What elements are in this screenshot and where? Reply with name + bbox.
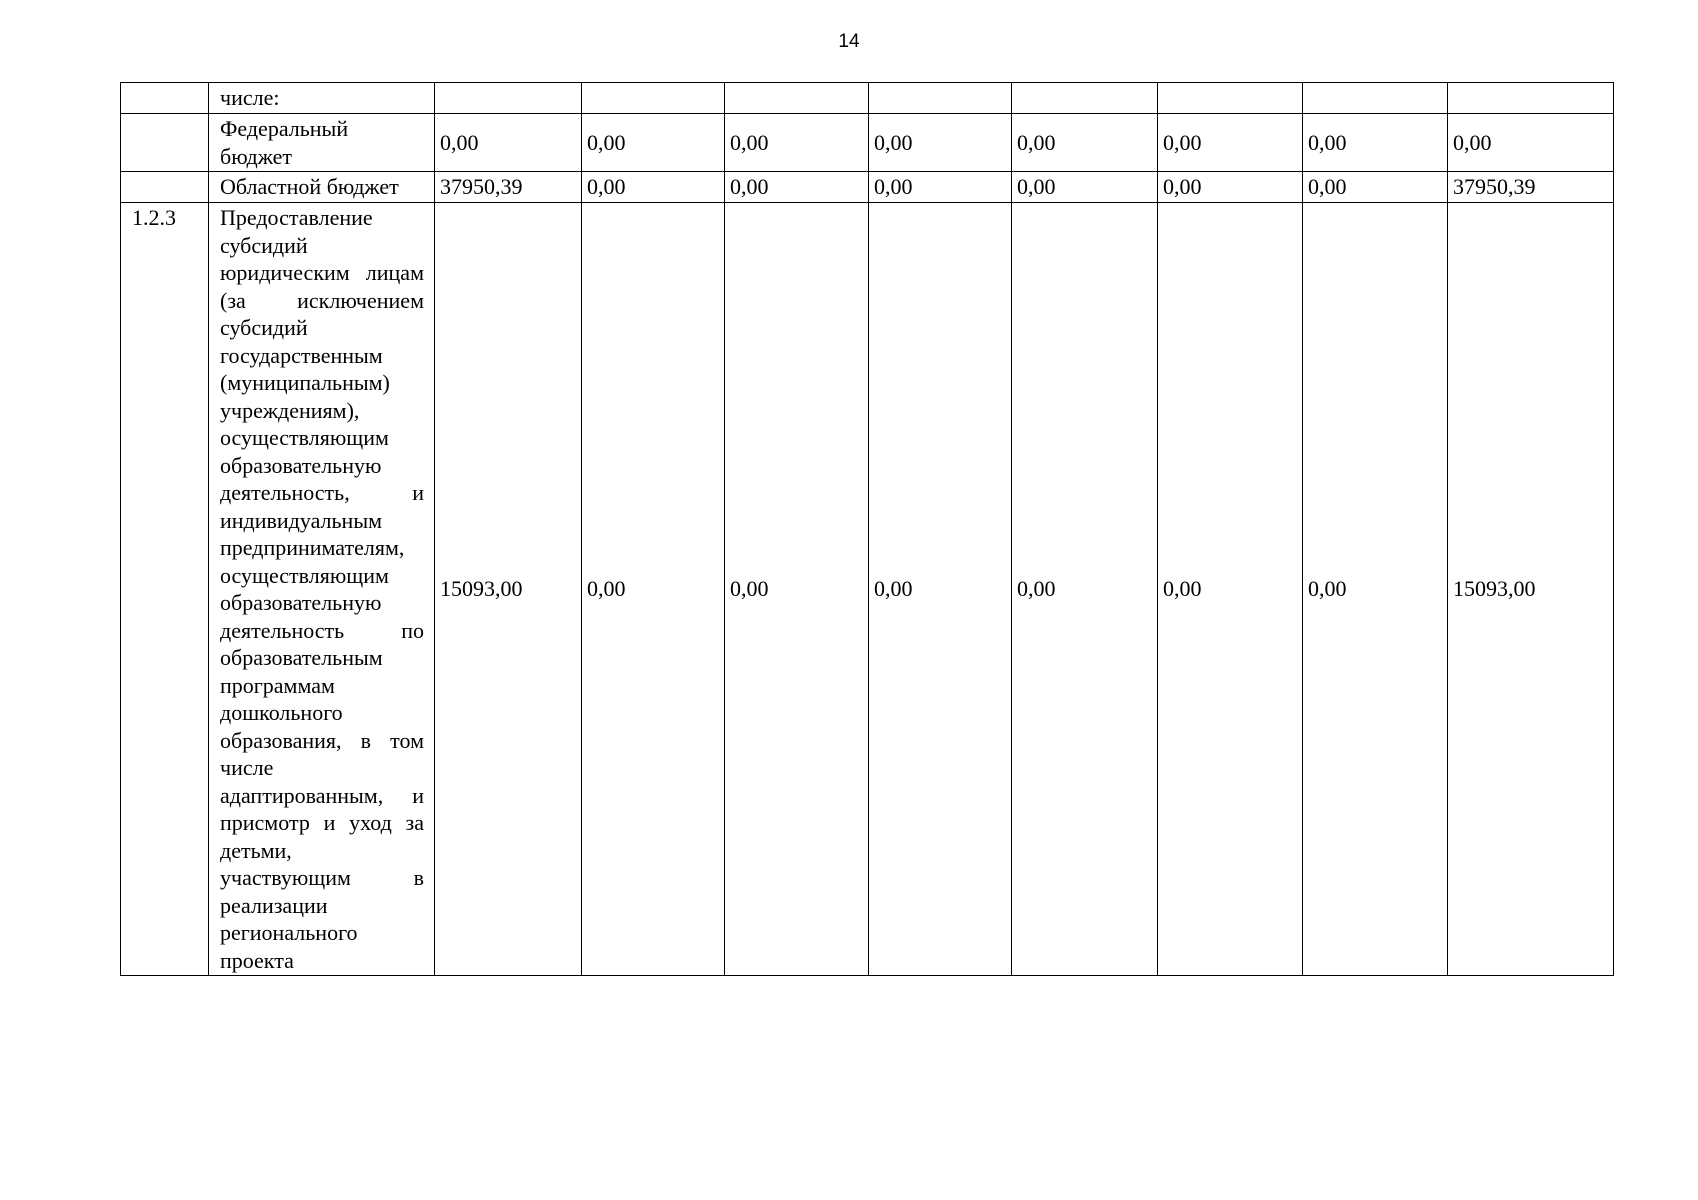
value-cell [725, 83, 869, 114]
row-index [121, 83, 209, 114]
value-cell [1012, 83, 1158, 114]
table-row [121, 83, 1614, 114]
value-cell: 0,00 [1012, 114, 1158, 172]
value-cell: 0,00 [435, 114, 582, 172]
value-cell: 37950,39 [1448, 172, 1614, 203]
row-index [121, 114, 209, 172]
value-cell: 15093,00 [435, 203, 582, 976]
row-index [121, 172, 209, 203]
value-cell: 0,00 [725, 114, 869, 172]
value-cell: 0,00 [869, 203, 1012, 976]
value-cell: 0,00 [582, 172, 725, 203]
table-row [121, 172, 1614, 203]
value-cell: 0,00 [725, 203, 869, 976]
value-cell: 0,00 [1012, 203, 1158, 976]
value-cell: 0,00 [1158, 172, 1303, 203]
table-row [121, 114, 1614, 172]
value-cell: 0,00 [869, 172, 1012, 203]
row-name: числе: [209, 83, 435, 114]
value-cell: 0,00 [725, 172, 869, 203]
row-name: Федеральный бюджет [209, 114, 435, 172]
value-cell [1158, 83, 1303, 114]
value-cell: 37950,39 [435, 172, 582, 203]
row-name: Предоставление субсидий юридическим лицам (за исключением субсидий государственным (муниципальным) учреждениям), осуществляющим образовательную деятельность, и индивидуальным предпринимателям, осуществляющим образовательную деятельность по образовательным программам дошкольного образования, в том числе адаптированным, и присмотр и уход за детьми, участвующим в реализации регионального проекта [209, 203, 435, 976]
value-cell: 0,00 [1158, 114, 1303, 172]
value-cell [869, 83, 1012, 114]
value-cell: 0,00 [582, 114, 725, 172]
value-cell: 0,00 [1303, 172, 1448, 203]
budget-table [120, 82, 1614, 976]
value-cell [582, 83, 725, 114]
value-cell: 0,00 [1303, 203, 1448, 976]
value-cell: 0,00 [1303, 114, 1448, 172]
value-cell [435, 83, 582, 114]
value-cell: 0,00 [582, 203, 725, 976]
value-cell [1448, 83, 1614, 114]
row-name: Областной бюджет [209, 172, 435, 203]
value-cell: 0,00 [1158, 203, 1303, 976]
value-cell: 0,00 [869, 114, 1012, 172]
table-row [121, 203, 1614, 976]
value-cell: 15093,00 [1448, 203, 1614, 976]
value-cell: 0,00 [1448, 114, 1614, 172]
row-index: 1.2.3 [121, 203, 209, 976]
value-cell: 0,00 [1012, 172, 1158, 203]
value-cell [1303, 83, 1448, 114]
page-number: 14 [838, 31, 860, 52]
